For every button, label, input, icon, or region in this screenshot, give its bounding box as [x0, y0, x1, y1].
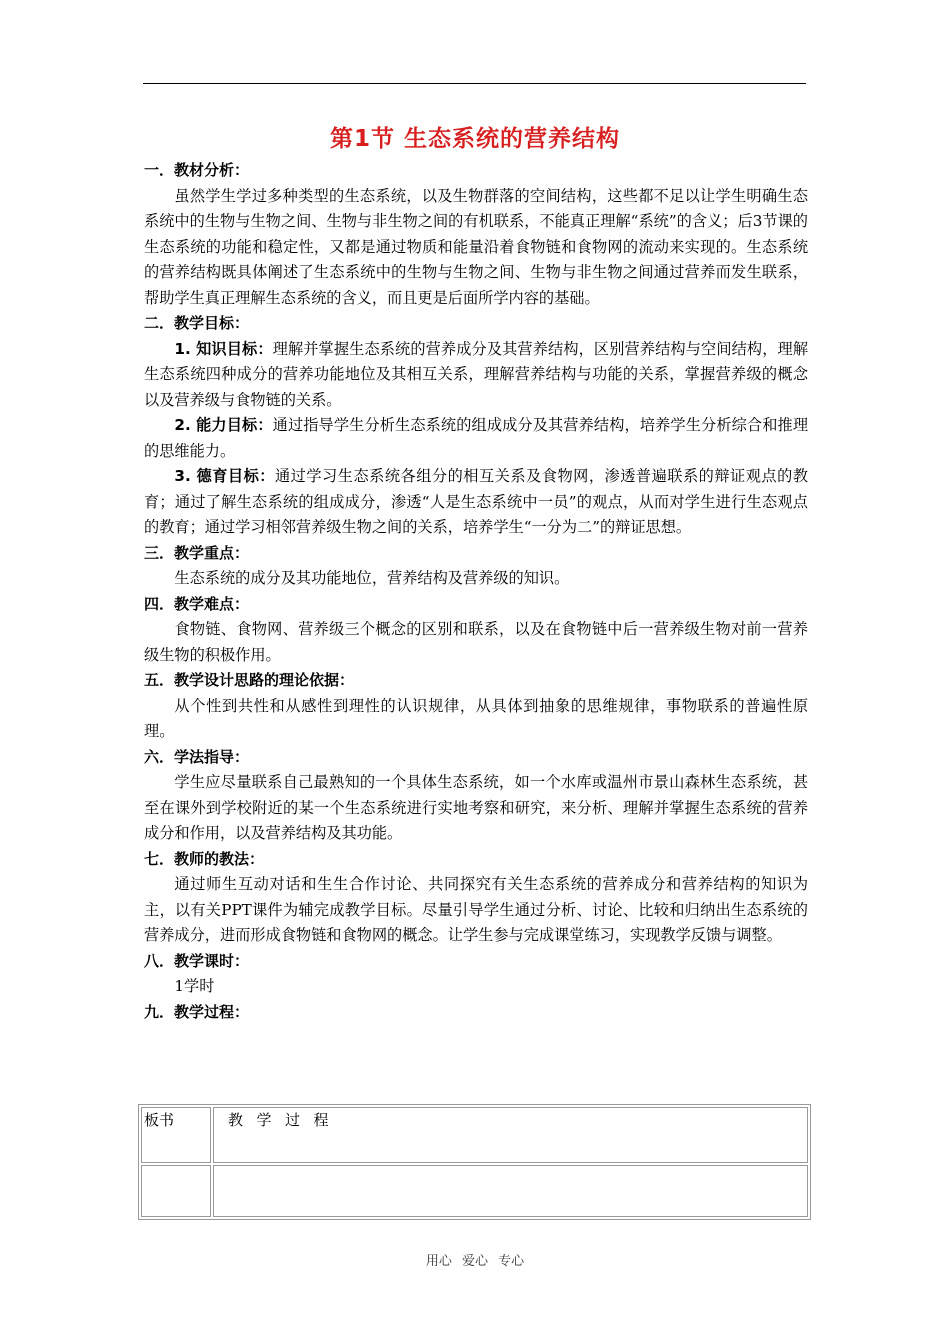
goal-knowledge	[144, 337, 808, 414]
section-heading: 二．教学目标：	[144, 314, 250, 332]
paragraph: 虽然学生学过多种类型的生态系统，以及生物群落的空间结构，这些都不足以让学生明确生态系统中的生物与生物之间、生物与非生物之间的有机联系，不能真正理解“系统”的含义；后3节课的生态系统的功能和稳定性，又都是通过物质和能量沿着食物链和食物网的流动来实现的。生态系统的营养结构既具体阐述了生态系统中的生物与生物之间、生物与非生物之间通过营养而发生联系，帮助学生真正理解生态系统的含义，而且更是后面所学内容的基础。	[144, 186, 808, 307]
paragraph: 1学时	[174, 977, 215, 995]
goal-label: 3. 德育目标：	[174, 467, 275, 485]
table-cell[interactable]	[213, 1165, 808, 1217]
section-heading: 五．教学设计思路的理论依据：	[144, 671, 355, 689]
goal-label: 2. 能力目标：	[174, 416, 273, 434]
goal-ability	[144, 413, 808, 464]
goal-text: 通过指导学生分析生态系统的组成成分及其营养结构，培养学生分析综合和推理的思维能力。	[144, 416, 809, 460]
page-title: 第1节 生态系统的营养结构	[329, 126, 620, 152]
table-cell[interactable]	[141, 1165, 211, 1217]
page-footer: 用心 爱心 专心	[425, 1254, 525, 1269]
table-row	[141, 1165, 808, 1217]
section-heading: 八．教学课时：	[144, 951, 250, 970]
section-heading: 六．学法指导：	[144, 747, 250, 766]
section-heading: 七．教师的教法：	[144, 849, 265, 868]
paragraph: 从个性到共性和从感性到理性的认识规律，从具体到抽象的思维规律，事物联系的普遍性原理。	[144, 696, 808, 740]
paragraph: 通过师生互动对话和生生合作讨论、共同探究有关生态系统的营养成分和营养结构的知识为主，以有关PPT课件为辅完成教学目标。尽量引导学生通过分析、讨论、比较和归纳出生态系统的营养成分，进而形成食物链和食物网的概念。让学生参与完成课堂练习，实现教学反馈与调整。	[144, 875, 808, 944]
document-body	[144, 158, 808, 1025]
goal-moral	[144, 464, 808, 541]
process-table	[138, 1104, 811, 1220]
header-rule	[143, 83, 806, 84]
paragraph: 食物链、食物网、营养级三个概念的区别和联系，以及在食物链中后一营养级生物对前一营养级生物的积极作用。	[144, 620, 808, 664]
table-header-process	[213, 1107, 808, 1163]
table-header-board: 板书	[141, 1107, 211, 1163]
table-header-process-label: 教学过程	[228, 1111, 343, 1129]
goal-text: 通过学习生态系统各组分的相互关系及食物网，渗透普遍联系的辩证观点的教育；通过了解生态系统的组成成分，渗透“人是生态系统中一员”的观点，从而对学生进行生态观点的教育；通过学习相邻营养级生物之间的关系，培养学生“一分为二”的辩证思想。	[144, 467, 809, 536]
paragraph: 学生应尽量联系自己最熟知的一个具体生态系统，如一个水库或温州市景山森林生态系统，甚至在课外到学校附近的某一个生态系统进行实地考察和研究，来分析、理解并掌握生态系统的营养成分和作用，以及营养结构及其功能。	[144, 773, 808, 842]
paragraph: 生态系统的成分及其功能地位，营养结构及营养级的知识。	[174, 569, 570, 587]
goal-label: 1. 知识目标：	[174, 339, 273, 358]
section-heading: 三．教学重点：	[144, 543, 250, 562]
goal-text: 理解并掌握生态系统的营养成分及其营养结构，区别营养结构与空间结构，理解生态系统四种成分的营养功能地位及其相互关系，理解营养结构与功能的关系，掌握营养级的概念以及营养级与食物链的关系。	[144, 339, 809, 409]
section-heading: 九．教学过程：	[144, 1002, 250, 1021]
table-row	[141, 1107, 808, 1163]
section-heading: 一．教材分析：	[144, 161, 250, 179]
section-heading: 四．教学难点：	[144, 594, 250, 613]
